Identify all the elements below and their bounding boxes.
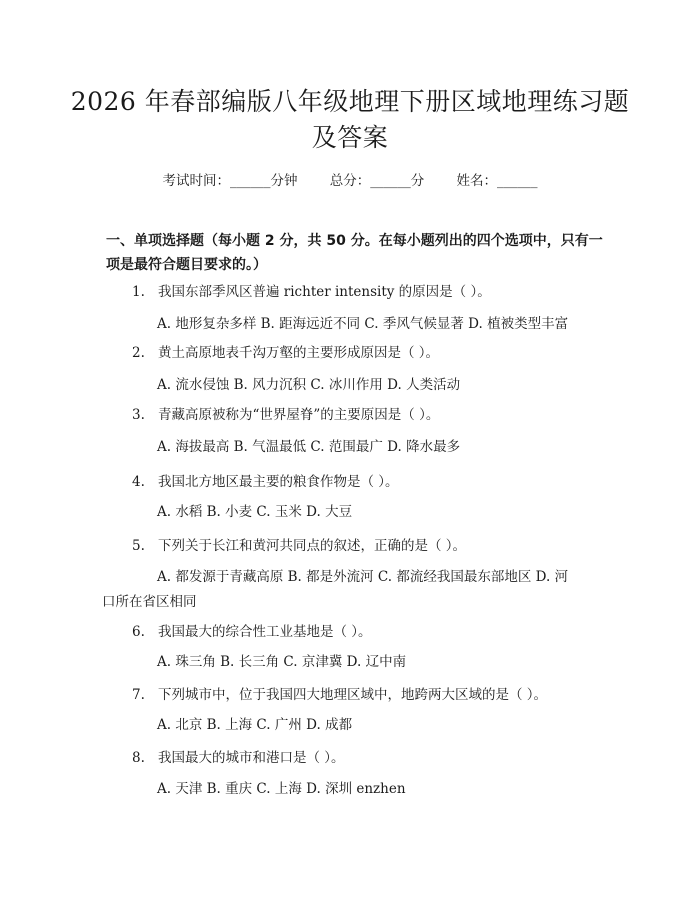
exam-time: 考试时间：______分钟 [162, 173, 298, 189]
question-3 [132, 405, 602, 425]
question-number: 7. [132, 687, 145, 703]
question-text: 青藏高原被称为“世界屋脊”的主要原因是（ ）。 [158, 407, 440, 423]
question-text: 下列城市中，位于我国四大地理区域中，地跨两大区域的是（ ）。 [158, 687, 548, 703]
question-number: 3. [132, 407, 145, 423]
question-number: 6. [132, 624, 145, 640]
section-heading: 一、单项选择题（每小题 2 分，共 50 分。在每小题列出的四个选项中，只有一项是最符合题目要求的。） [106, 233, 603, 273]
question-number: 1. [132, 284, 145, 300]
options-line-wrap: 口所在省区相同 [102, 594, 197, 610]
exam-meta [0, 169, 700, 189]
total-score: 总分：______分 [329, 173, 425, 189]
question-5-options [102, 565, 593, 615]
question-text: 黄土高原地表千沟万壑的主要形成原因是（ ）。 [158, 345, 440, 361]
question-4-options: A. 水稻 B. 小麦 C. 玉米 D. 大豆 [157, 504, 353, 520]
question-8 [132, 748, 602, 768]
question-4 [132, 472, 602, 492]
question-6 [132, 622, 602, 642]
question-5 [132, 536, 602, 556]
question-text: 下列关于长江和黄河共同点的叙述，正确的是（ ）。 [158, 538, 467, 554]
student-name: 姓名：______ [456, 173, 538, 189]
question-6-options: A. 珠三角 B. 长三角 C. 京津冀 D. 辽中南 [157, 654, 407, 670]
question-7 [132, 685, 602, 705]
page-title: 2026 年春部编版八年级地理下册区域地理练习题及答案 [70, 87, 630, 152]
question-2 [132, 343, 602, 363]
question-3-options: A. 海拔最高 B. 气温最低 C. 范围最广 D. 降水最多 [157, 439, 461, 455]
question-text: 我国最大的综合性工业基地是（ ）。 [158, 624, 372, 640]
question-text: 我国东部季风区普遍 richter intensity 的原因是（ ）。 [158, 284, 491, 300]
question-number: 8. [132, 750, 145, 766]
question-number: 5. [132, 538, 145, 554]
question-8-options: A. 天津 B. 重庆 C. 上海 D. 深圳 enzhen [157, 781, 406, 797]
question-2-options: A. 流水侵蚀 B. 风力沉积 C. 冰川作用 D. 人类活动 [157, 377, 461, 393]
question-7-options: A. 北京 B. 上海 C. 广州 D. 成都 [157, 717, 353, 733]
question-number: 4. [132, 474, 145, 490]
question-number: 2. [132, 345, 145, 361]
question-text: 我国最大的城市和港口是（ ）。 [158, 750, 345, 766]
question-1 [132, 282, 602, 302]
question-1-options: A. 地形复杂多样 B. 距海远近不同 C. 季风气候显著 D. 植被类型丰富 [157, 316, 569, 332]
options-line: A. 都发源于青藏高原 B. 都是外流河 C. 都流经我国最东部地区 D. 河 [157, 569, 569, 585]
question-text: 我国北方地区最主要的粮食作物是（ ）。 [158, 474, 399, 490]
